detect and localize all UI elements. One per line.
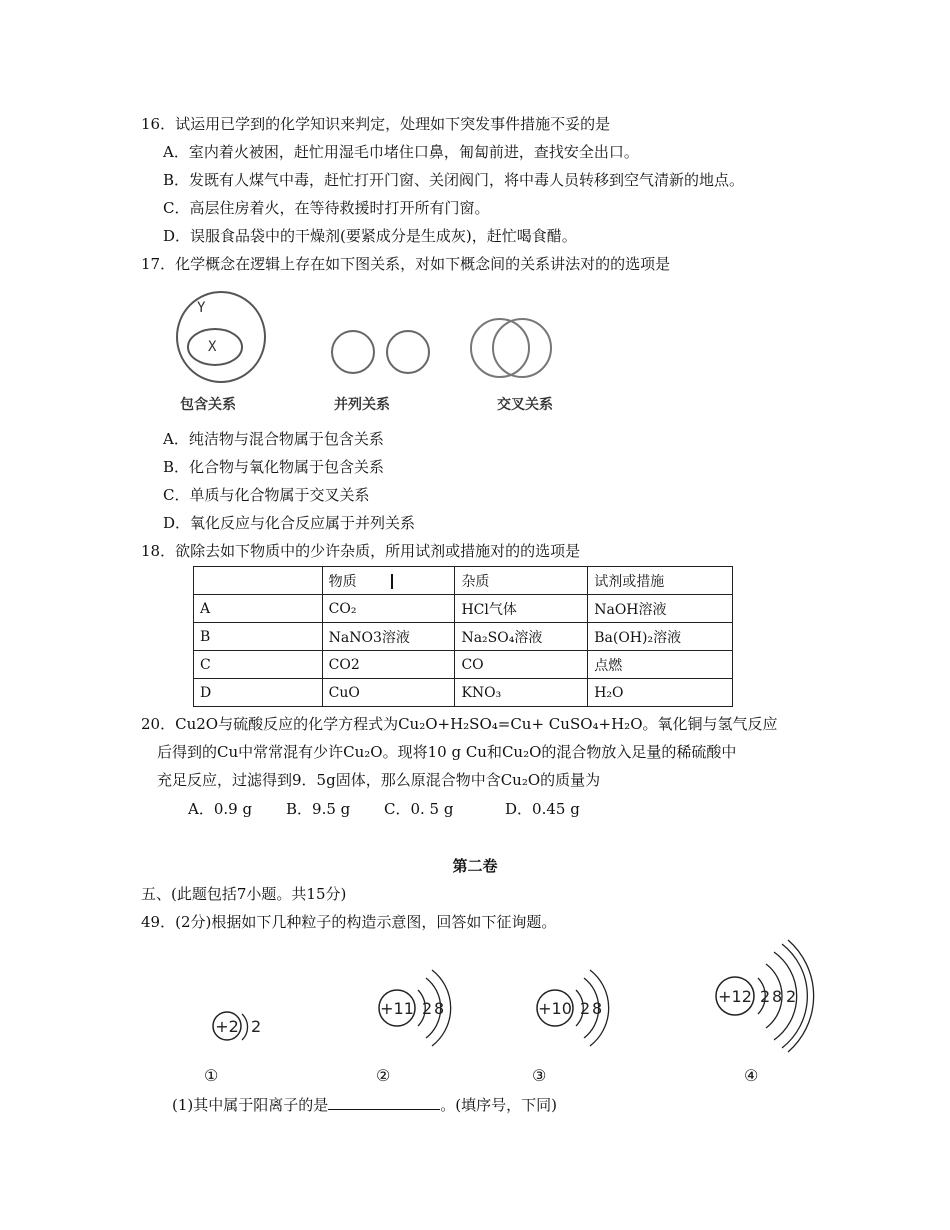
table-header-cell: 杂质 xyxy=(455,567,588,595)
particle-label-1: ① xyxy=(204,1066,219,1085)
nucleus-charge: +2 xyxy=(215,1017,239,1036)
q20-option-c: C．0. 5 g xyxy=(384,800,454,818)
shell-electron-count: 2 xyxy=(251,1017,262,1036)
table-header-row xyxy=(194,567,733,595)
q18-stem: 18．欲除去如下物质中的少许杂质，所用试剂或措施对的的选项是 xyxy=(141,542,581,560)
table-row xyxy=(194,623,733,651)
table-cell: Ba(OH)₂溶液 xyxy=(588,623,733,651)
table-cell: D xyxy=(194,679,323,707)
q17-option-b: B．化合物与氧化物属于包含关系 xyxy=(163,458,385,476)
q16-option-c: C．高层住房着火，在等待救援时打开所有门窗。 xyxy=(163,199,490,217)
table-cell: NaNO3溶液 xyxy=(322,623,455,651)
nucleus-charge: +10 xyxy=(538,999,572,1018)
q20-stem-line-3: 充足反应，过滤得到9．5g固体，那么原混合物中含Cu₂O的质量为 xyxy=(157,771,601,789)
q17-stem: 17．化学概念在逻辑上存在如下图关系，对如下概念间的关系讲法对的的选项是 xyxy=(141,255,671,273)
part-title: 第二卷 xyxy=(452,857,498,875)
table-row xyxy=(194,651,733,679)
table-cell: H₂O xyxy=(588,679,733,707)
atom-diagram-2 xyxy=(370,968,470,1048)
parallel-circle-left xyxy=(332,331,374,373)
shell-electron-count: 2 xyxy=(422,999,433,1018)
q20-option-b: B．9.5 g xyxy=(286,800,351,818)
table-header-cell xyxy=(194,567,323,595)
table-cell: C xyxy=(194,651,323,679)
q20-stem-line-2: 后得到的Cu中常常混有少许Cu₂O。现将10 g Cu和Cu₂O的混合物放入足量的稀硫酸中 xyxy=(157,743,737,761)
nucleus-charge: +11 xyxy=(380,999,414,1018)
shell-electron-count: 8 xyxy=(772,987,783,1006)
caption-inclusion: 包含关系 xyxy=(180,397,236,413)
header-substance: 物质 xyxy=(328,573,357,590)
table-header-cell: 试剂或措施 xyxy=(588,567,733,595)
inclusion-outer-circle xyxy=(177,292,265,382)
table-row xyxy=(194,595,733,623)
q16-option-b: B．发既有人煤气中毒，赶忙打开门窗、关闭阀门，将中毒人员转移到空气清新的地点。 xyxy=(163,171,745,189)
particle-label-3: ③ xyxy=(532,1066,547,1085)
atom-diagram-1 xyxy=(205,1002,275,1052)
impurity-table xyxy=(193,566,733,707)
table-cell: Na₂SO₄溶液 xyxy=(455,623,588,651)
shell-electron-count: 8 xyxy=(592,999,603,1018)
q20-stem-line-1: 20．Cu2O与硫酸反应的化学方程式为Cu₂O+H₂SO₄=Cu+ CuSO₄+H₂O。氧化铜与氢气反应 xyxy=(141,715,778,733)
q17-option-a: A．纯洁物与混合物属于包含关系 xyxy=(163,430,384,448)
shell-electron-count: 8 xyxy=(434,999,445,1018)
table-cell: A xyxy=(194,595,323,623)
q20-option-d: D．0.45 g xyxy=(505,800,580,818)
shell-electron-count: 2 xyxy=(760,987,771,1006)
q17-option-c: C．单质与化合物属于交叉关系 xyxy=(163,486,370,504)
q16-stem: 16．试运用已学到的化学知识来判定，处理如下突发事件措施不妥的是 xyxy=(141,115,611,133)
caption-intersection: 交叉关系 xyxy=(497,397,553,413)
table-cell: HCl气体 xyxy=(455,595,588,623)
table-cell: NaOH溶液 xyxy=(588,595,733,623)
shell-electron-count: 2 xyxy=(580,999,591,1018)
table-cell: CO2 xyxy=(322,651,455,679)
section-heading: 五、(此题包括7小题。共15分) xyxy=(141,885,347,903)
nucleus-charge: +12 xyxy=(718,987,752,1006)
q49-subquestion-1 xyxy=(172,1095,557,1115)
table-cell: B xyxy=(194,623,323,651)
table-cell: CuO xyxy=(322,679,455,707)
inclusion-outer-label: Y xyxy=(197,300,206,316)
q20-option-a: A．0.9 g xyxy=(188,800,253,818)
electron-shell-arc xyxy=(242,1014,248,1040)
text-cursor-mark xyxy=(391,574,393,589)
table-cell: CO₂ xyxy=(322,595,455,623)
set-relation-diagram xyxy=(170,285,590,395)
shell-electron-count: 2 xyxy=(786,987,797,1006)
caption-parallel: 并列关系 xyxy=(334,397,390,413)
q16-option-d: D．误服食品袋中的干燥剂(要紧成分是生成灰)，赶忙喝食醋。 xyxy=(163,227,577,245)
q16-option-a: A．室内着火被困，赶忙用湿毛巾堵住口鼻，匍匐前进，查找安全出口。 xyxy=(163,143,639,161)
table-row xyxy=(194,679,733,707)
subquestion-prefix: (1)其中属于阳离子的是 xyxy=(172,1096,329,1114)
table-cell: 点燃 xyxy=(588,651,733,679)
atom-diagram-4 xyxy=(708,944,828,1054)
atom-diagram-3 xyxy=(528,968,628,1048)
table-header-cell xyxy=(322,567,455,595)
table-cell: KNO₃ xyxy=(455,679,588,707)
parallel-circle-right xyxy=(387,331,429,373)
q17-option-d: D．氧化反应与化合反应属于并列关系 xyxy=(163,514,416,532)
particle-label-4: ④ xyxy=(744,1066,759,1085)
subquestion-suffix: 。(填序号，下同) xyxy=(440,1096,557,1114)
inclusion-inner-label: X xyxy=(208,339,217,355)
particle-label-2: ② xyxy=(376,1066,391,1085)
q49-stem: 49．(2分)根据如下几种粒子的构造示意图，回答如下征询题。 xyxy=(141,913,557,931)
table-cell: CO xyxy=(455,651,588,679)
answer-blank[interactable] xyxy=(328,1095,440,1110)
